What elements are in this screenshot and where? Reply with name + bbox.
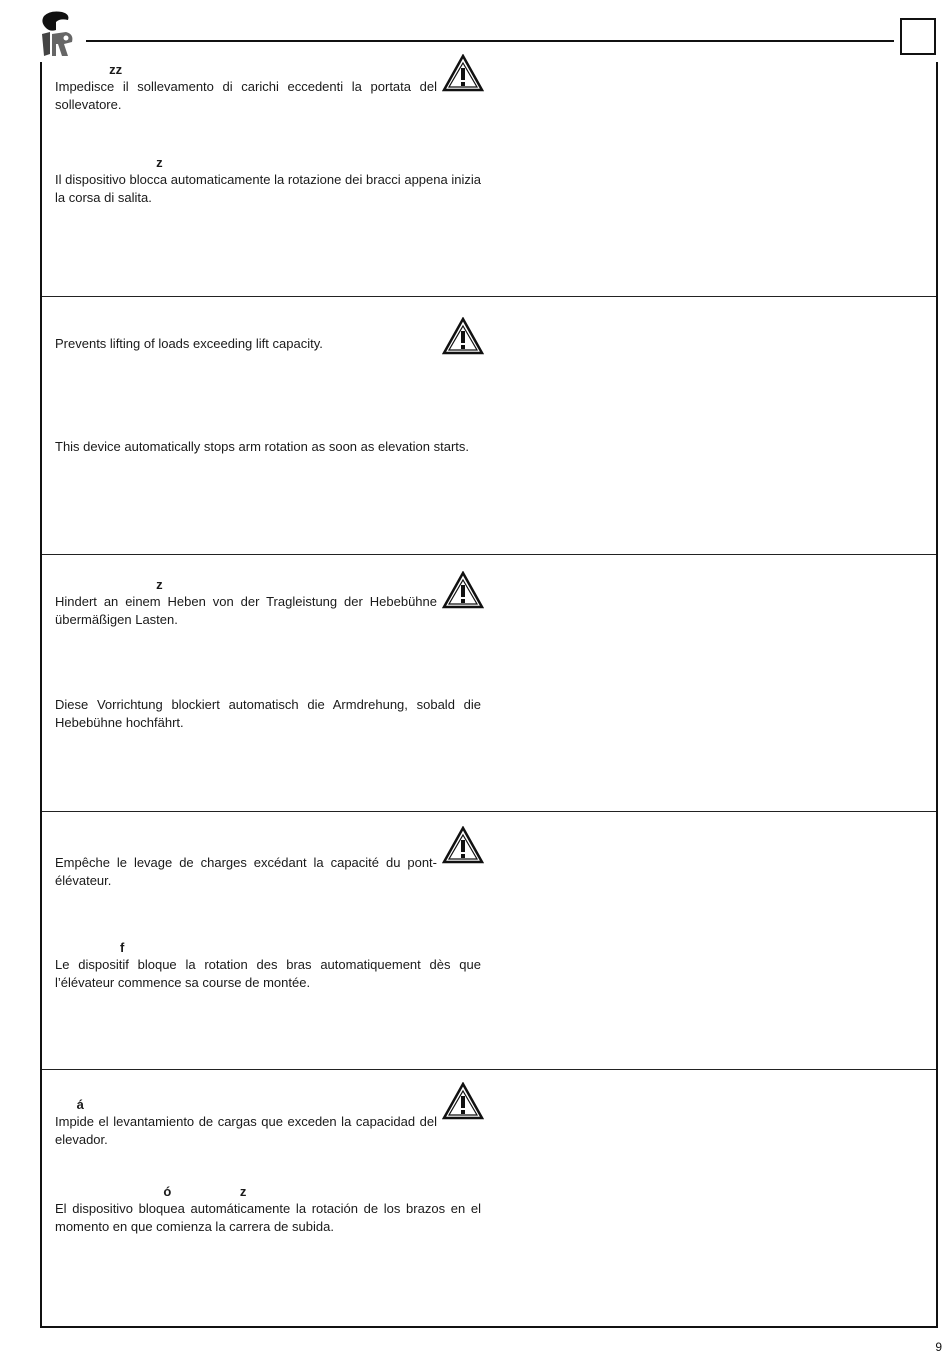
en-block-2-text: This device automatically stops arm rotation as soon as elevation starts. [55,439,470,454]
en-block-2 [55,422,481,456]
de-block-2-text: Diese Vorrichtung blockiert automatisch die Armdrehung, sobald die Hebebühne hochfährt. [55,697,481,730]
en-block-1-title [55,319,437,335]
it-block-1-text: Impedisce il sollevamento di carichi eccedenti la portata del sollevatore. [55,79,437,112]
es-block-1 [55,1097,437,1148]
fr-block-1-title [55,838,437,854]
de-block-1-text: Hindert an einem Heben von der Tragleistung der Hebebühne übermäßigen Lasten. [55,594,437,627]
es-block-1-text: Impide el levantamiento de cargas que exceden la capacidad del elevador. [55,1114,437,1147]
warning-triangle-icon [442,317,484,355]
page-number: 9 [935,1340,942,1354]
header-rule [86,40,894,42]
warning-triangle-icon [442,826,484,864]
de-block-2 [55,680,481,731]
corner-box [900,18,936,55]
de-block-2-title [55,680,481,696]
fr-block-2-title: f [55,940,125,955]
warning-triangle-icon [442,1082,484,1120]
content-frame [40,62,938,1328]
it-block-1 [55,62,437,113]
fr-block-2 [55,940,481,991]
de-block-1 [55,577,437,628]
section-es [42,1069,936,1326]
warning-triangle-icon [442,571,484,609]
en-block-1 [55,319,437,353]
fr-block-1 [55,838,437,889]
section-it [42,62,936,296]
it-block-2 [55,155,481,206]
warning-triangle-icon [442,54,484,92]
section-de [42,554,936,811]
fr-block-1-text: Empêche le levage de charges excédant la capacité du pont-élévateur. [55,855,437,888]
manufacturer-logo-icon [36,10,80,60]
it-block-2-text: Il dispositivo blocca automaticamente la rotazione dei bracci appena inizia la corsa di salita. [55,172,481,205]
it-block-1-title: zz [55,62,123,77]
fr-block-2-text: Le dispositif bloque la rotation des bras automatiquement dès que l’élévateur commence sa course de montée. [55,957,481,990]
section-fr [42,811,936,1069]
es-block-2-title: ó z [55,1184,247,1199]
es-block-1-title: á [55,1097,84,1112]
en-block-2-title [55,422,481,438]
de-block-1-title: z [55,577,163,592]
en-block-1-text: Prevents lifting of loads exceeding lift capacity. [55,336,323,351]
es-block-2 [55,1184,481,1235]
section-en [42,296,936,554]
it-block-2-title: z [55,155,163,170]
es-block-2-text: El dispositivo bloquea automáticamente la rotación de los brazos en el momento en que comienza la carrera de subida. [55,1201,481,1234]
